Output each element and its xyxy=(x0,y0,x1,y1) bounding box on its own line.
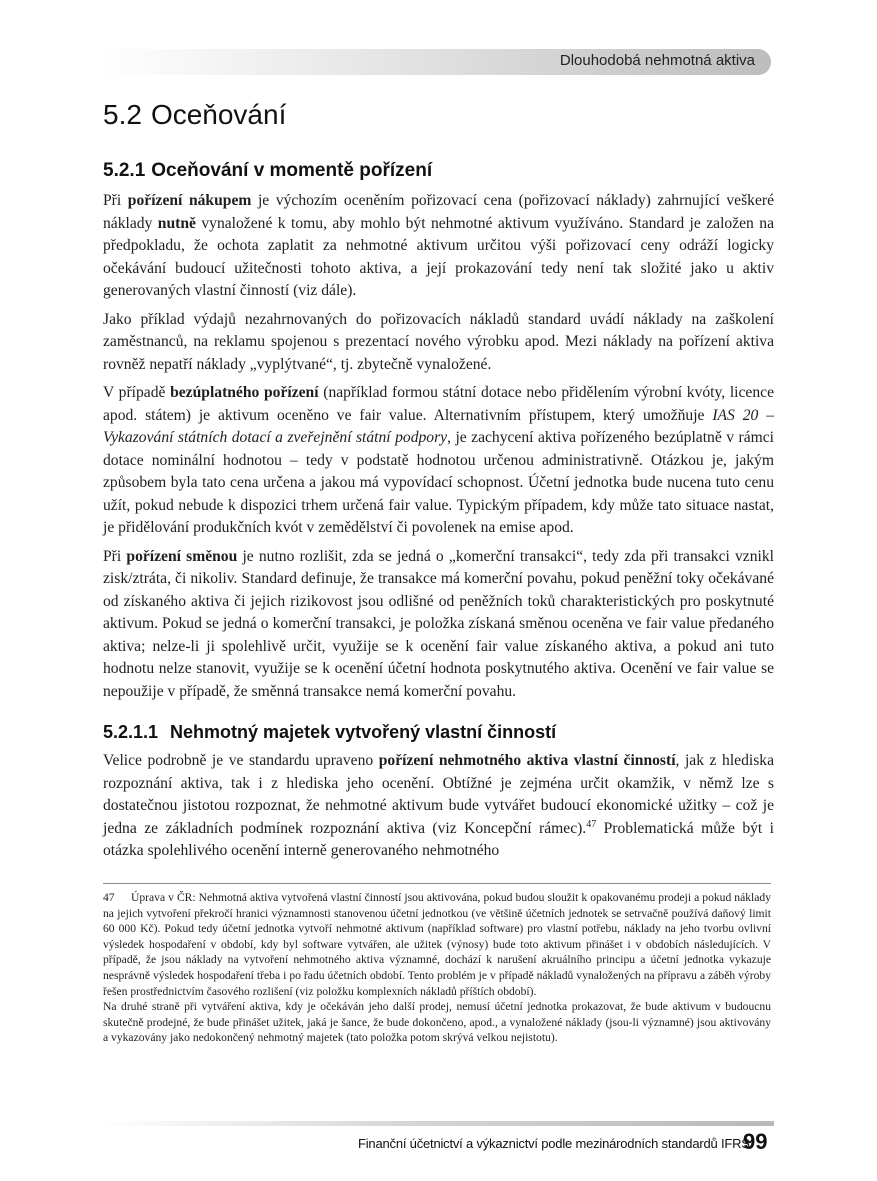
section-heading xyxy=(103,99,286,131)
text-run: vynaložené k tomu, aby mohlo být nehmotné aktivum využíváno. Standard je založen na předpokladu, že ochota zaplatit za nehmotné aktivum určitou výši pořizovací ceny odráží logicky očekávání budoucí užitečnosti tohoto aktiva, a její prokazování tedy není tak složité jako u aktiv generovaných vlastní činností (viz dále). xyxy=(103,214,774,299)
bold-term: bezúplatného pořízení xyxy=(170,384,319,401)
bold-term: pořízení nákupem xyxy=(127,192,252,209)
text-run: Při xyxy=(103,547,127,565)
subsection-heading xyxy=(103,160,432,182)
bold-term: pořízení směnou xyxy=(126,547,238,565)
section-title: Oceňování xyxy=(150,99,287,130)
text-run: V případě xyxy=(103,384,171,401)
footnote-separator xyxy=(103,883,771,884)
text-run: , jak z hlediska rozpoznání aktiva, tak i z hlediska jeho ocenění. Obtížné je zejména určit okamžik, v němž lze s dostatečnou jistotou rozpoznat, že nehmotné aktivum bude vytvářet budoucí ekonomické užitky – což je jedna ze základních podmínek rozpoznání aktiva (viz Koncepční rámec). xyxy=(103,752,774,837)
footer-book-title: Finanční účetnictví a výkaznictví podle mezinárodních standardů IFRS xyxy=(358,1136,750,1151)
body-paragraph xyxy=(103,546,774,704)
text-run: Velice podrobně je ve standardu upraveno xyxy=(103,752,379,769)
footnote xyxy=(103,890,771,1046)
footnote-marker: 47 xyxy=(586,818,597,830)
italic-reference: IAS 20 – Vykazování státních dotací a zveřejnění státní podpory xyxy=(103,406,774,446)
body-paragraph xyxy=(103,309,774,377)
body-paragraph xyxy=(103,190,774,303)
body-paragraph xyxy=(103,382,774,540)
footnote-paragraph xyxy=(103,890,771,999)
subsection-title: Oceňování v momentě pořízení xyxy=(151,160,433,181)
text-run: (například formou státní dotace nebo přidělením výrobní kvóty, licence apod. státem) je aktivum oceněno ve fair value. Alternativním přístupem, který umožňuje xyxy=(103,384,774,424)
text-run: Problematická může být i otázka spolehlivého ocenění interně generovaného nehmotného xyxy=(103,819,774,859)
subsubsection-number: 5.2.1.1 xyxy=(103,722,159,742)
text-run: je výchozím oceněním pořizovací cena (pořizovací náklady) zahrnující veškeré náklady xyxy=(103,192,774,232)
running-header xyxy=(100,49,771,75)
body-text-block-1 xyxy=(103,190,774,709)
text-run: je nutno rozlišit, zda se jedná o „komerční transakci“, tedy zda při transakci vznikl zisk/ztráta, či nikoliv. Standard definuje, že transakce má komerční povahu, pokud peněžní toky očekávané od získaného aktiva či jejich rizikovost jsou odlišné od peněžních toků charakteristických pro poskytnuté aktivum. Pokud se jedná o komerční transakci, je položka získaná směnou oceněna ve fair value předaného aktiva; nelze-li ji spolehlivě určit, využije se k ocenění fair value získaného aktiva, a pokud ani tuto hodnotu nelze stanovit, využije se k ocenění účetní hodnota poskytnutého aktiva. Ocenění ve fair value se nepoužije v případě, že směnná transakce nemá komerční povahu. xyxy=(103,547,774,700)
footnote-number: 47 xyxy=(103,891,115,904)
subsubsection-heading xyxy=(103,722,556,743)
body-text-block-2 xyxy=(103,750,774,869)
page-number: 99 xyxy=(743,1129,768,1154)
text-run: , je zachycení aktiva pořízeného bezúplatně v rámci dotace nominální hodnotou – tedy v podstatě hodnotou určenou administrativně. Otázkou je, jakým způsobem byla tato cena určena a jakou má vypovídací schopnost. Účetní jednotka bude nucena tuto cenu užít, pokud nebude k dispozici trhem určená fair value. Typickým případem, kdy může tato situace nastat, je přidělování produkčních kvót v zemědělství či povolenek na emise apod. xyxy=(103,429,774,536)
footnote-paragraph: Na druhé straně při vytváření aktiva, kdy je očekáván jeho další prodej, nemusí účetní jednotka prokazovat, že bude aktivum v budoucnu skutečně prodejné, že bude přinášet užitek, jaká je šance, že bude dokončeno, apod., a vynaložené náklady (jsou-li významné) jsou aktivovány a vykazovány jako nedokončený nehmotný majetek (tato položka potom skrývá velkou nejistotu). xyxy=(103,1000,771,1045)
footnote-text: Úprava v ČR: Nehmotná aktiva vytvořená vlastní činností jsou aktivována, pokud budou sloužit k opakovanému prodeji a pokud náklady na jejich vytvoření překročí hranici významnosti stanovenou účetní jednotkou (ve většině účetních jednotek se setrvačně používá daňový limit 60 000 Kč). Pokud tedy účetní jednotka vytvoří nehmotné aktivum (například software) pro vlastní potřebu, náklady na jeho tvorbu ovlivní výsledek hospodaření v období, kdy byl software vytvářen, ale užitek (výnosy) bude toto aktivum přinášet i v obdobích následujících. V případě, že jsou náklady na vytvoření nehmotného aktiva významné, dochází k narušení akruálního principu a účetní jednotka vykazuje nesprávně výsledek hospodaření třeba i po řadu účetních období. Tento problém je v případě nákladů vynaložených na přípravu a záběh výroby řešen prostřednictvím časového rozlišení (viz položku komplexních nákladů příštích období). xyxy=(103,891,771,998)
body-paragraph xyxy=(103,750,774,863)
bold-term: nutně xyxy=(157,214,196,232)
section-number: 5.2 xyxy=(103,99,142,130)
text-run: Při xyxy=(103,192,128,209)
running-header-chapter-title: Dlouhodobá nehmotná aktiva xyxy=(559,52,755,69)
subsection-number: 5.2.1 xyxy=(103,160,146,181)
subsubsection-title: Nehmotný majetek vytvořený vlastní činností xyxy=(170,722,557,742)
footer-rule xyxy=(100,1121,774,1126)
text-run: Jako příklad výdajů nezahrnovaných do pořizovacích nákladů standard uvádí náklady na zaškolení zaměstnanců, na reklamu spojenou s prezentací nového výrobku apod. Mezi náklady na pořízení aktiva rovněž nepatří náklady „vyplýtvané“, tj. zbytečně vynaložené. xyxy=(103,310,774,373)
bold-term: pořízení nehmotného aktiva vlastní činností xyxy=(378,752,676,769)
